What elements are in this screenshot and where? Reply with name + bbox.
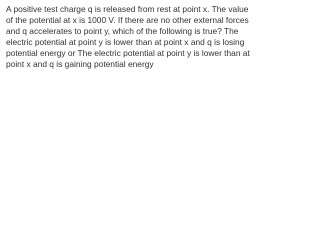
question-text: A positive test charge q is released from rest at point x. The value of the potential at x is 1000 V. If there are no other external forces and q accelerates to point y, which of the following is true? The electric potential at point y is lower than at point x and q is losing potential energy or The electric potential at point y is lower than at point x and q is gaining potential energy [6, 4, 250, 69]
